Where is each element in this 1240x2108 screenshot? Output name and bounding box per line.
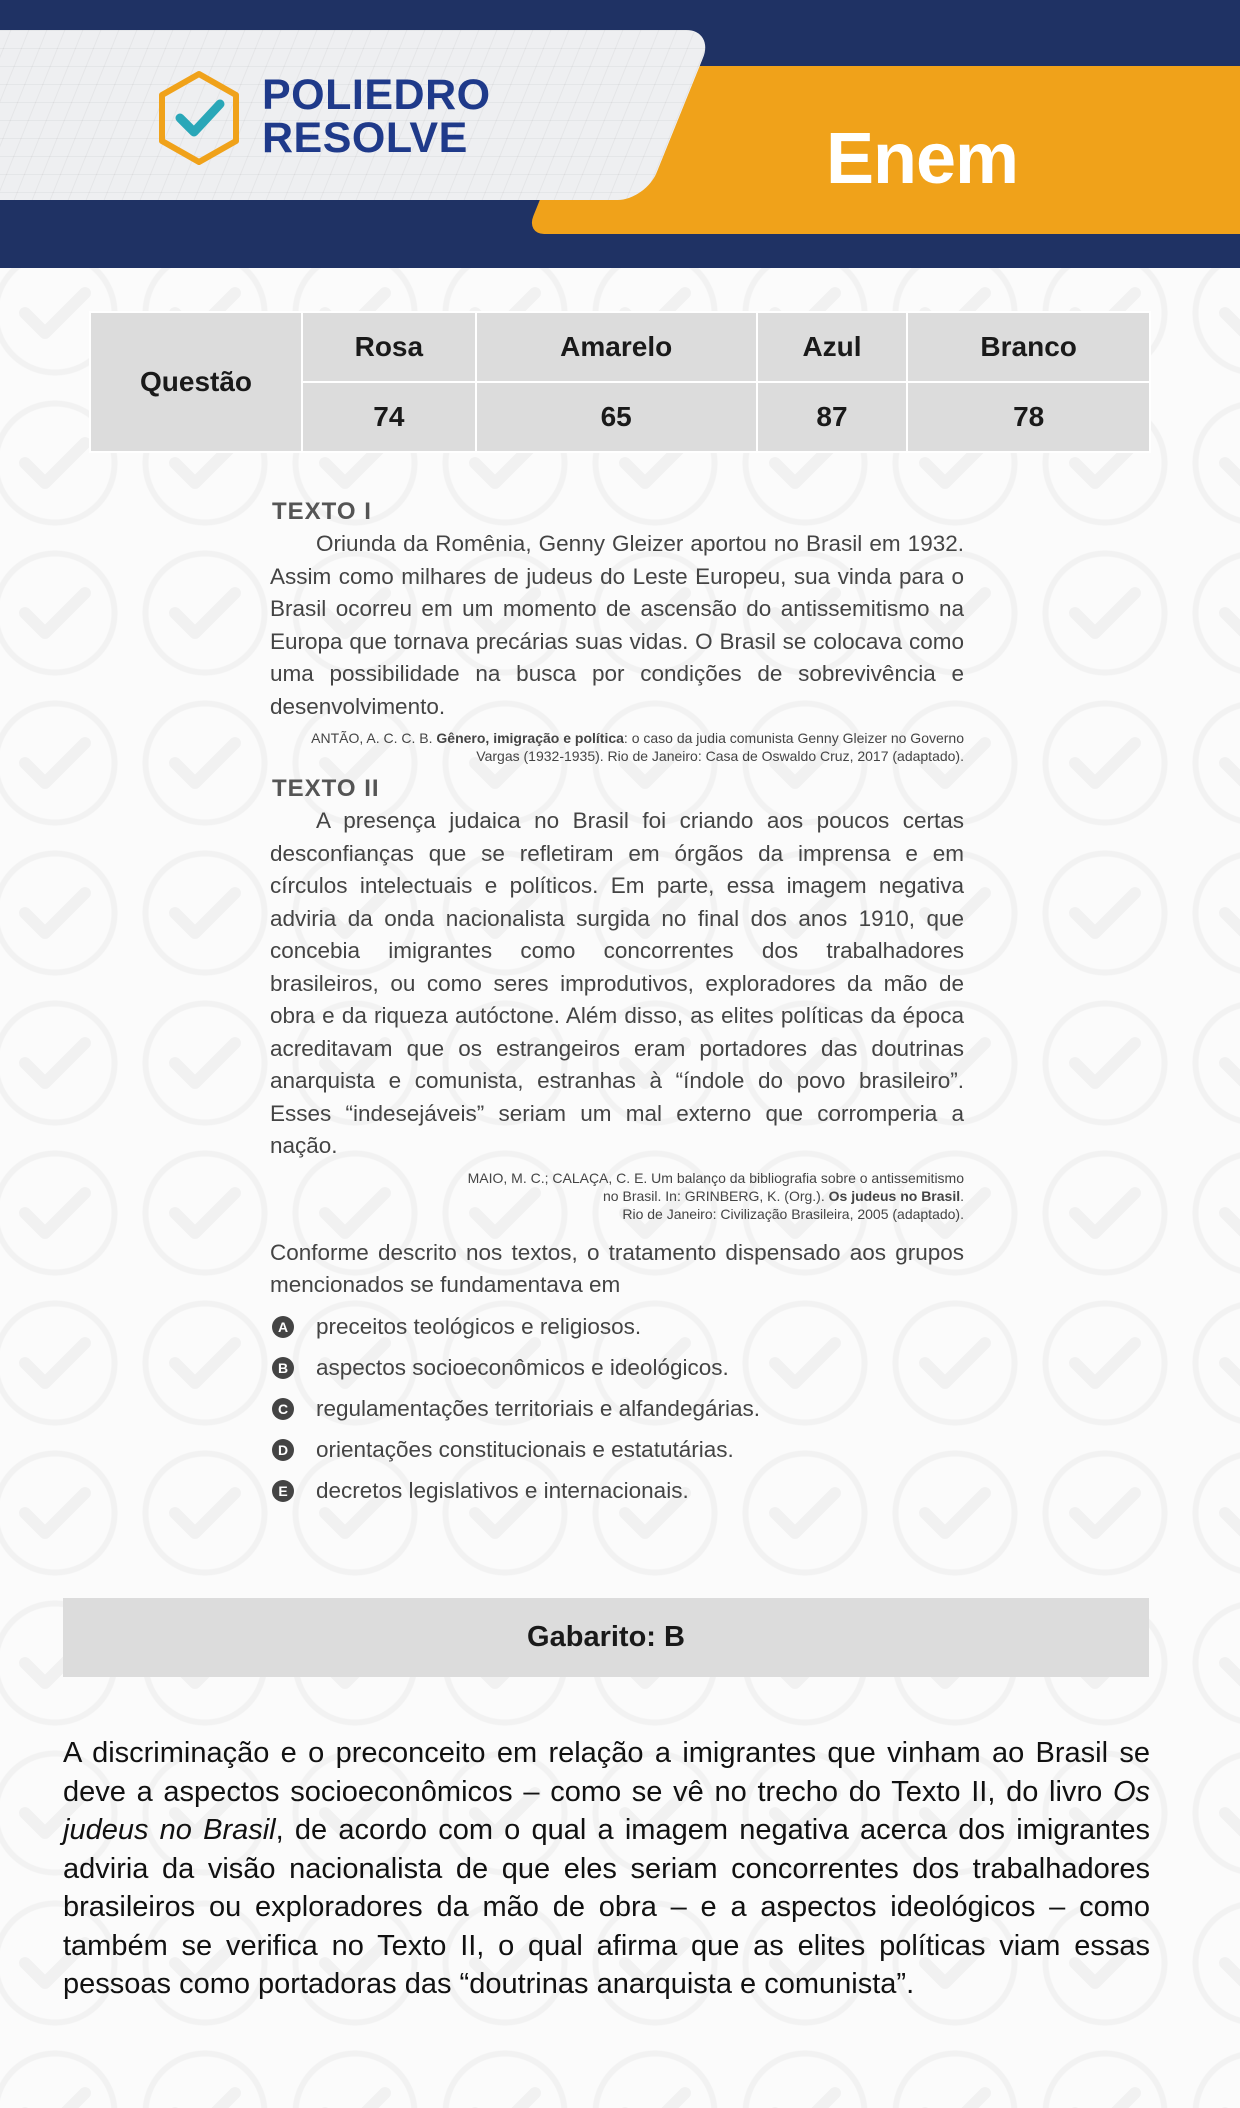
citation-line: Rio de Janeiro: Civilização Brasileira, 2005 (adaptado). [622,1205,964,1222]
citation-text: . [960,1187,964,1204]
texto2-title: TEXTO II [272,775,380,802]
watermark-check-icon [1065,733,1145,793]
option-letter-badge: D [272,1439,294,1461]
brand-line-1: POLIEDRO [262,71,491,119]
watermark-check-icon [165,1333,245,1393]
watermark-check-icon [165,1033,245,1093]
explanation-book-title: Os judeus no Brasil [63,1775,1150,1846]
option-text: preceitos teológicos e religiosos. [316,1314,642,1339]
watermark-check-icon [1215,1633,1240,1693]
texto1-citation [270,729,964,765]
watermark-check-icon [465,2083,545,2108]
option-letter-badge: B [272,1357,294,1379]
watermark-check-icon [1215,1483,1240,1543]
watermark-check-icon [1215,583,1240,643]
brand-line-2: RESOLVE [262,114,468,162]
question-command: Conforme descrito nos textos, o tratamento dispensado aos grupos mencionados se fundamentava em [270,1239,964,1297]
watermark-check-icon [1065,583,1145,643]
table-cell: 78 [907,382,1150,452]
texto1-title: TEXTO I [272,498,372,525]
watermark-check-icon [15,883,95,943]
brand-logo [262,71,491,162]
watermark-check-icon [1215,733,1240,793]
table-col-header: Rosa [302,312,476,382]
watermark-check-icon [1215,1033,1240,1093]
watermark-check-icon [1215,1933,1240,1993]
watermark-check-icon [1215,1333,1240,1393]
watermark-check-icon [1065,1183,1145,1243]
watermark-check-icon [1215,283,1240,343]
explanation-part: A discriminação e o preconceito em relação a imigrantes que vinham ao Brasil se deve a aspectos socioeconômicos – como se vê no trecho do Texto II, do livro [63,1737,1150,1808]
watermark-check-icon [15,1333,95,1393]
header-banner [0,0,1240,268]
watermark-check-icon [1215,2083,1240,2108]
citation-text: : o caso da judia comunista Genny Gleizer no Governo Vargas (1932-1935). Rio de Janeiro: Casa de Oswaldo Cruz, 2017 (adaptado). [476,730,964,764]
option-letter-badge: C [272,1398,294,1420]
option-d [270,1430,964,1471]
watermark-check-icon [165,883,245,943]
explanation-text [63,1734,1150,2004]
option-a [270,1307,964,1348]
watermark-check-icon [15,433,95,493]
table-cell: 65 [476,382,757,452]
watermark-check-icon [165,583,245,643]
option-e [270,1471,964,1512]
watermark-check-icon [165,1483,245,1543]
watermark-check-icon [165,2083,245,2108]
watermark-check-icon [1065,1033,1145,1093]
table-cell: 87 [757,382,908,452]
watermark-check-icon [1215,433,1240,493]
watermark-check-icon [915,2083,995,2108]
table-col-header: Amarelo [476,312,757,382]
option-letter-badge: E [272,1480,294,1502]
explanation-part: , de acordo com o qual a imagem negativa acerca dos imigrantes adviria da visão nacionalista de que eles seriam concorrentes dos trabalhadores brasileiros ou exploradores da mão de obra – e a aspectos ideológicos – como também se verifica no Texto II, o qual afirma que as elites políticas viam essas pessoas como portadoras das “doutrinas anarquista e comunista”. [63,1814,1150,2000]
citation-title: Os judeus no Brasil [828,1187,961,1204]
watermark-check-icon [15,1183,95,1243]
watermark-check-icon [15,1033,95,1093]
option-text: regulamentações territoriais e alfandegárias. [316,1396,760,1421]
texto2-body: A presença judaica no Brasil foi criando aos poucos certas desconfianças que se refletiram em órgãos da imprensa e em círculos intelectuais e políticos. Em parte, essa imagem negativa adviria da onda nacionalista surgida no final dos anos 1910, que concebia imigrantes como concorrentes dos trabalhadores brasileiros, ou como seres improdutivos, exploradores da mão de obra e da riqueza autóctone. Além disso, as elites políticas da época acreditavam que os estrangeiros eram portadores das doutrinas anarquista e comunista, estranhas à “índole do povo brasileiro”. Esses “indesejáveis” seriam um mal externo que corromperia a nação. [270,808,964,1158]
watermark-check-icon [615,2083,695,2108]
watermark-check-icon [1065,1483,1145,1543]
table-col-header: Branco [907,312,1150,382]
watermark-check-icon [15,2083,95,2108]
watermark-check-icon [15,733,95,793]
watermark-check-icon [1065,1333,1145,1393]
watermark-check-icon [165,733,245,793]
texto1-body: Oriunda da Romênia, Genny Gleizer aportou no Brasil em 1932. Assim como milhares de judeus do Leste Europeu, sua vinda para o Brasil ocorreu em um momento de ascensão do antissemitismo na Europa que tornava precárias suas vidas. O Brasil se colocava como uma possibilidade na busca por condições de sobrevivência e desenvolvimento. [270,531,964,719]
watermark-check-icon [1215,1783,1240,1843]
citation-line [270,1187,964,1205]
table-cell: 74 [302,382,476,452]
option-text: decretos legislativos e internacionais. [316,1478,689,1503]
watermark-check-icon [765,2083,845,2108]
exam-title: Enem [826,119,1019,199]
watermark-check-icon [1215,1183,1240,1243]
option-letter-badge: A [272,1316,294,1338]
texto2-citation [270,1169,964,1223]
watermark-check-icon [15,583,95,643]
answer-key-label: Gabarito: B [527,1621,685,1653]
watermark-check-icon [315,2083,395,2108]
table-label: Questão [90,312,302,452]
watermark-check-icon [1065,2083,1145,2108]
question-scan [270,498,964,1512]
option-b [270,1348,964,1389]
answer-key-bar [63,1598,1149,1677]
citation-text: no Brasil. In: GRINBERG, K. (Org.). [603,1187,829,1204]
watermark-check-icon [15,1483,95,1543]
watermark-check-icon [1065,883,1145,943]
option-c [270,1389,964,1430]
citation-title: Gênero, imigração e política [436,730,624,746]
question-number-table [89,311,1151,453]
watermark-check-icon [165,1183,245,1243]
watermark-check-icon [15,283,95,343]
option-text: orientações constitucionais e estatutárias. [316,1437,734,1462]
check-hexagon-icon [156,70,242,166]
citation-text: ANTÃO, A. C. C. B. [311,730,437,746]
citation-line: MAIO, M. C.; CALAÇA, C. E. Um balanço da bibliografia sobre o antissemitismo [467,1169,964,1186]
watermark-check-icon [1215,883,1240,943]
table-col-header: Azul [757,312,908,382]
option-text: aspectos socioeconômicos e ideológicos. [316,1355,729,1380]
